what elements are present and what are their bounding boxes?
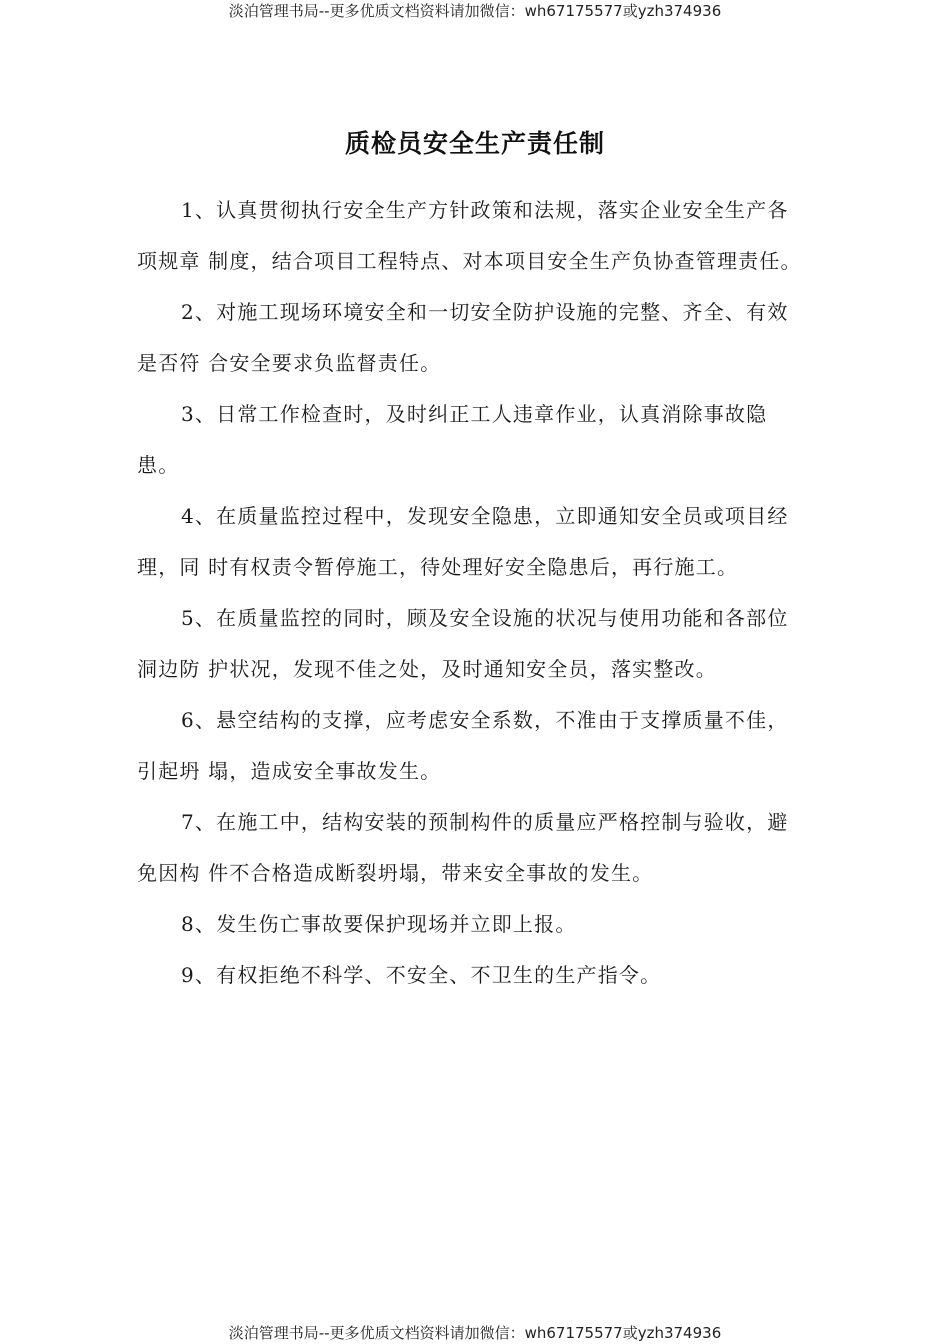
clause-6: 6、悬空结构的支撑，应考虑安全系数，不准由于支撑质量不佳，引起坍 塌，造成安全事故发生。 (137, 708, 789, 783)
clause-5: 5、在质量监控的同时，顾及安全设施的状况与使用功能和各部位洞边防 护状况，发现不佳之处，及时通知安全员，落实整改。 (137, 606, 789, 681)
document-body (137, 185, 803, 1001)
header-banner: 淡泊管理书局--更多优质文档资料请加微信：wh67175577或yzh374936 (228, 2, 722, 20)
clause-3: 3、日常工作检查时，及时纠正工人违章作业，认真消除事故隐患。 (137, 402, 768, 477)
clause-2: 2、对施工现场环境安全和一切安全防护设施的完整、齐全、有效是否符 合安全要求负监督责任。 (137, 300, 789, 375)
document-title: 质检员安全生产责任制 (344, 129, 605, 158)
clause-8: 8、发生伤亡事故要保护现场并立即上报。 (181, 912, 577, 936)
footer-banner: 淡泊管理书局--更多优质文档资料请加微信：wh67175577或yzh374936 (228, 1324, 722, 1342)
clause-4: 4、在质量监控过程中，发现安全隐患，立即通知安全员或项目经理，同 时有权责令暂停施工，待处理好安全隐患后，再行施工。 (137, 504, 789, 579)
clause-1: 1、认真贯彻执行安全生产方针政策和法规，落实企业安全生产各项规章 制度，结合项目工程特点、对本项目安全生产负协查管理责任。 (137, 198, 802, 273)
clause-9: 9、有权拒绝不科学、不安全、不卫生的生产指令。 (181, 963, 662, 987)
clause-7: 7、在施工中，结构安装的预制构件的质量应严格控制与验收，避免因构 件不合格造成断裂坍塌，带来安全事故的发生。 (137, 810, 789, 885)
